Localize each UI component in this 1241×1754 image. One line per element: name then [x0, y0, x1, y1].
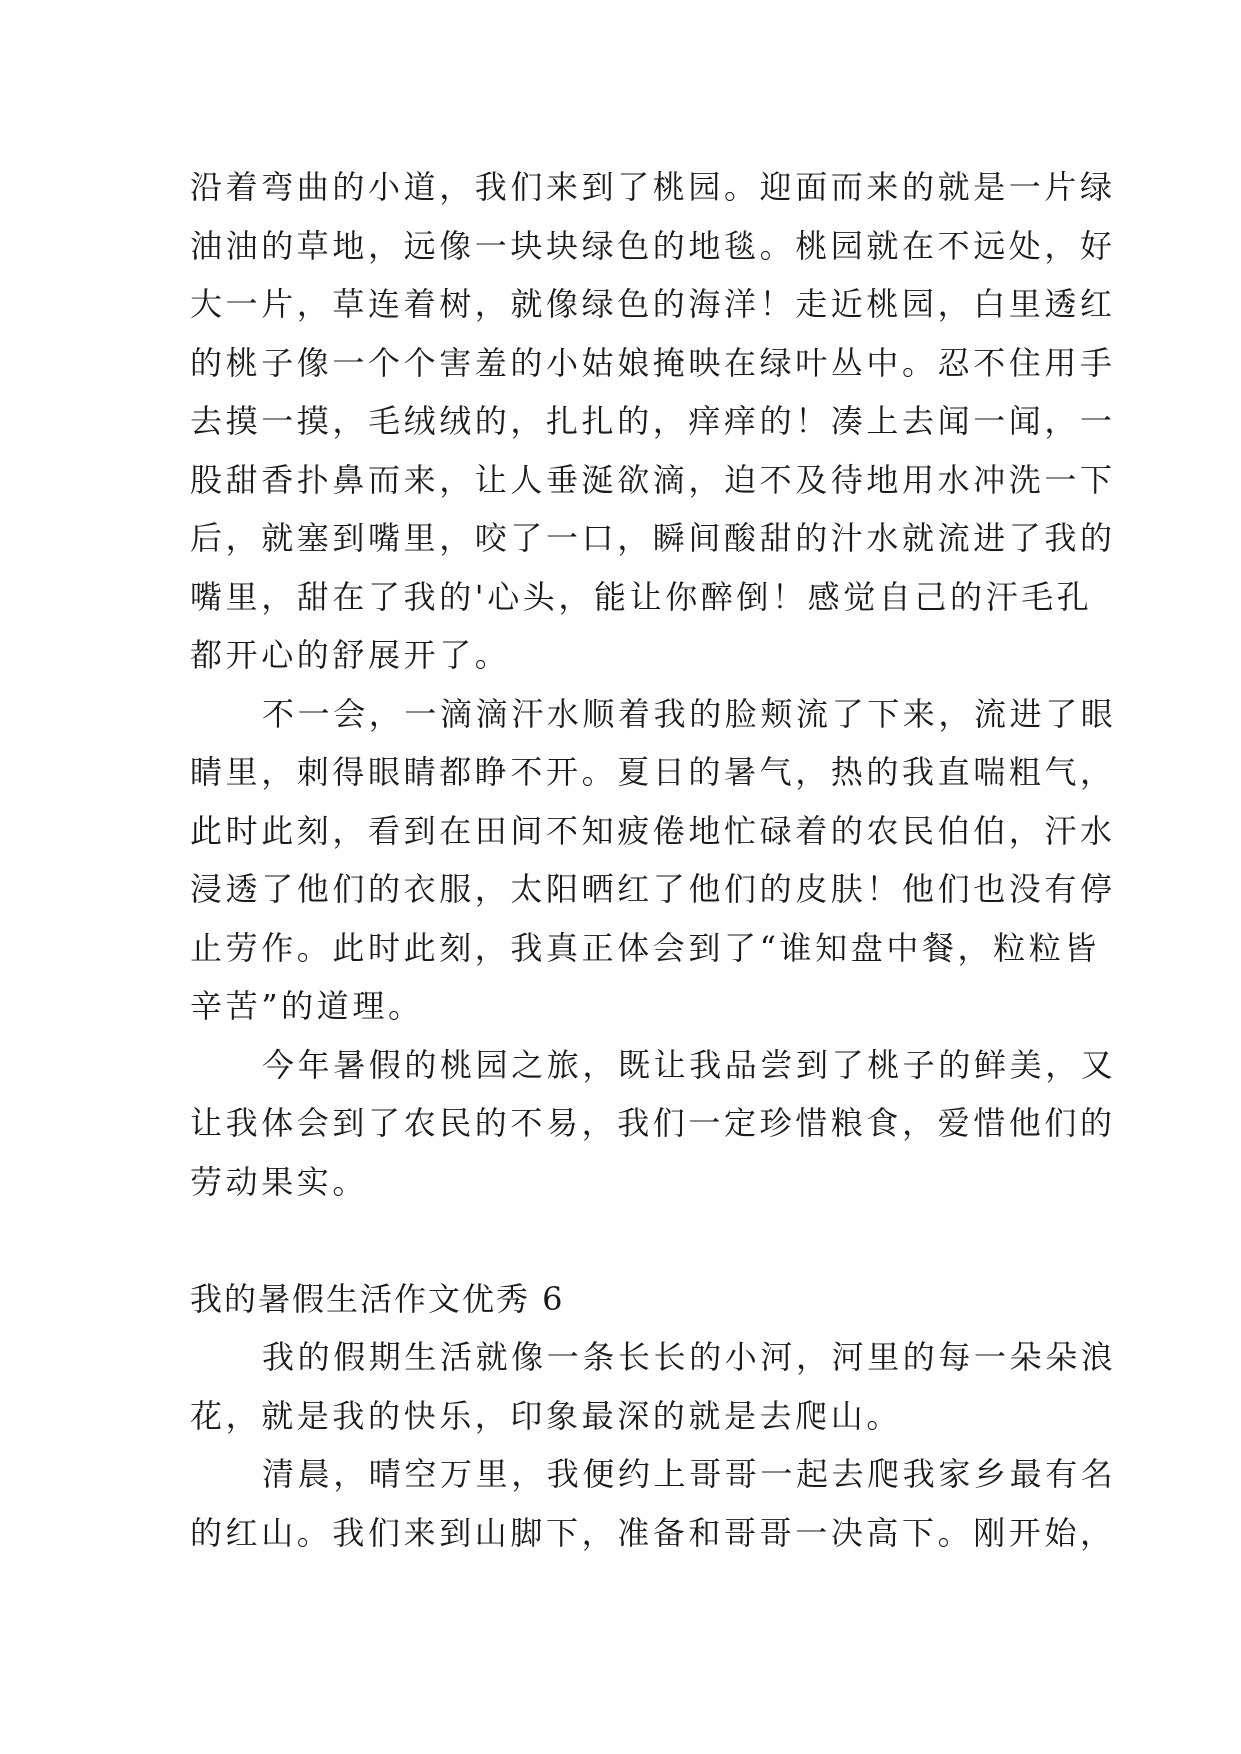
- paragraph-conclusion: [190, 1036, 1117, 1212]
- text-line: 让我体会到了农民的不易，我们一定珍惜粮食，爱惜他们的: [190, 1104, 1116, 1142]
- paragraph-gap: [190, 1211, 1058, 1270]
- text-line: 不一会，一滴滴汗水顺着我的脸颊流了下来，流进了眼: [262, 694, 1117, 733]
- text-line: 嘴里，甜在了我的'心头，能让你醉倒！感觉自己的汗毛孔: [190, 577, 1093, 616]
- text-line: 止劳作。此时此刻，我真正体会到了“谁知盘中餐，粒粒皆: [190, 928, 1100, 967]
- text-line: 我的假期生活就像一条长长的小河，河里的每一朵朵浪: [262, 1338, 1117, 1376]
- text-line: 辛苦”的道理。: [190, 987, 424, 1025]
- text-line: 油油的草地，远像一块块绿色的地毯。桃园就在不远处，好: [190, 226, 1116, 265]
- text-line: 清晨，晴空万里，我便约上哥哥一起去爬我家乡最有名: [262, 1455, 1117, 1493]
- paragraph-sweat: [190, 685, 1117, 1036]
- paragraph-peach-garden: [190, 158, 1116, 685]
- text-line: 大一片，草连着树，就像绿色的海洋！走近桃园，白里透红: [190, 285, 1116, 323]
- text-line: 后，就塞到嘴里，咬了一口，瞬间酸甜的汁水就流进了我的: [190, 519, 1116, 557]
- section-heading: 我的暑假生活作文优秀 6: [190, 1279, 565, 1318]
- text-line: 此时此刻，看到在田间不知疲倦地忙碌着的农民伯伯，汗水: [190, 811, 1116, 850]
- text-line: 都开心的舒展开了。: [190, 636, 511, 674]
- text-line: 花，就是我的快乐，印象最深的就是去爬山。: [190, 1396, 903, 1435]
- text-line: 股甜香扑鼻而来，让人垂涎欲滴，迫不及待地用水冲洗一下: [190, 460, 1116, 499]
- text-line: 的桃子像一个个害羞的小姑娘掩映在绿叶丛中。忍不住用手: [190, 343, 1116, 382]
- document-body: [190, 158, 1117, 1562]
- text-line: 劳动果实。: [190, 1162, 369, 1201]
- text-line: 去摸一摸，毛绒绒的，扎扎的，痒痒的！凑上去闻一闻，一: [190, 402, 1116, 440]
- text-line: 的红山。我们来到山脚下，准备和哥哥一决高下。刚开始，: [190, 1513, 1116, 1552]
- paragraph-holiday-river: [190, 1328, 1117, 1445]
- text-line: 今年暑假的桃园之旅，既让我品尝到了桃子的鲜美，又: [262, 1045, 1117, 1084]
- text-line: 睛里，刺得眼睛都睁不开。夏日的暑气，热的我直喘粗气，: [190, 753, 1116, 791]
- text-line: 浸透了他们的衣服，太阳晒红了他们的皮肤！他们也没有停: [190, 870, 1116, 908]
- text-line: 沿着弯曲的小道，我们来到了桃园。迎面而来的就是一片绿: [190, 168, 1116, 206]
- paragraph-mountain: [190, 1445, 1117, 1562]
